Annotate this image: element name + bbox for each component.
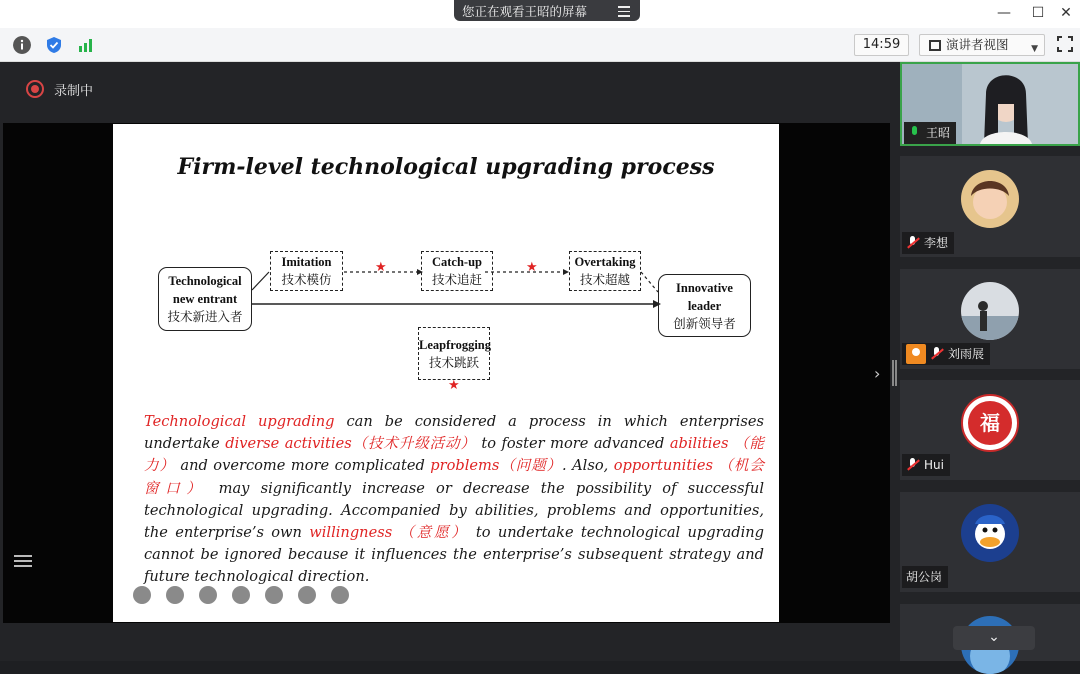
presentation-slide xyxy=(113,124,779,622)
highlight-term: problems（问题） xyxy=(430,457,563,475)
share-banner-text: 您正在观看王昭的屏幕 xyxy=(462,3,588,19)
node-label-zh: 技术跳跃 xyxy=(428,355,479,370)
title-bar xyxy=(0,0,1080,28)
meeting-toolbar xyxy=(0,28,1080,62)
microphone-muted-icon xyxy=(930,347,944,361)
participant-name-tag xyxy=(902,232,954,254)
node-leapfrogging xyxy=(418,327,490,380)
avatar xyxy=(961,282,1019,340)
participant-name-tag xyxy=(904,122,956,144)
node-label-en: leader xyxy=(687,298,722,313)
star-icon: ★ xyxy=(375,260,387,275)
more-icon[interactable] xyxy=(331,586,349,604)
chevron-down-icon: ⌄ xyxy=(988,629,1000,645)
paragraph-text: to undertake technological upgrading cannot be ignored because it influences the enterprise’s subsequent strategy and future technological direction. xyxy=(144,524,765,586)
node-label-en: Catch-up xyxy=(431,255,482,269)
node-imitation xyxy=(270,251,343,291)
participant-name-tag xyxy=(902,454,950,476)
participant-tile[interactable] xyxy=(900,269,1080,369)
participant-tile[interactable] xyxy=(900,156,1080,257)
node-overtaking xyxy=(569,251,641,291)
participant-name: 刘雨展 xyxy=(948,347,985,361)
slide-paragraph xyxy=(144,411,764,589)
screen-share-banner[interactable] xyxy=(454,0,640,21)
microphone-muted-icon xyxy=(906,236,920,250)
paragraph-text: can be considered a process in which enterprises undertake xyxy=(144,413,764,453)
slide-title: Firm-level technological upgrading process xyxy=(177,154,715,180)
node-label-en: Overtaking xyxy=(574,255,636,269)
node-label-en: new entrant xyxy=(172,292,238,306)
camera-icon[interactable] xyxy=(265,586,283,604)
fullscreen-icon[interactable] xyxy=(1057,36,1073,52)
participant-tile[interactable] xyxy=(900,492,1080,592)
view-mode-label: 演讲者视图 xyxy=(946,37,1009,52)
node-innovative-leader xyxy=(658,274,751,337)
node-label-zh: 技术模仿 xyxy=(281,273,332,287)
highlight-term: Technological upgrading xyxy=(144,413,335,430)
microphone-on-icon xyxy=(908,126,922,140)
meeting-clock: 14:59 xyxy=(854,34,909,56)
node-label-en: Leapfrogging xyxy=(419,337,491,352)
maximize-button[interactable]: ☐ xyxy=(1031,5,1045,21)
zoom-icon[interactable] xyxy=(232,586,250,604)
participant-tile-active-speaker[interactable] xyxy=(900,62,1080,146)
node-label-zh: 技术新进入者 xyxy=(167,310,243,324)
node-label-zh: 技术超越 xyxy=(579,273,630,287)
node-label-zh: 技术追赶 xyxy=(431,273,482,287)
node-label-en: Imitation xyxy=(281,255,332,269)
participant-name-tag xyxy=(902,343,990,365)
participant-name: 李想 xyxy=(924,236,949,250)
highlight-term: diverse activities（技术升级活动） xyxy=(225,435,476,453)
info-icon[interactable] xyxy=(13,36,31,54)
layout-icon xyxy=(929,40,941,51)
highlight-term: abilities （能力） xyxy=(144,435,765,475)
avatar xyxy=(961,504,1019,562)
recording-label: 录制中 xyxy=(54,84,94,99)
recording-icon xyxy=(26,80,44,98)
security-shield-icon[interactable] xyxy=(45,36,63,54)
minimize-button[interactable]: — xyxy=(997,5,1011,21)
menu-icon[interactable] xyxy=(616,3,632,17)
scroll-down-button[interactable] xyxy=(953,626,1035,650)
close-button[interactable]: ✕ xyxy=(1060,5,1072,21)
next-slide-icon[interactable] xyxy=(166,586,184,604)
node-catch-up xyxy=(421,251,493,291)
pen-icon[interactable] xyxy=(199,586,217,604)
paragraph-text: may significantly increase or decrease the possibility of successful technological upgrading. Accompanied by abilities, problems and opportunities, the enterprise’s own xyxy=(144,479,764,542)
participant-name-tag xyxy=(902,566,948,588)
list-menu-icon[interactable] xyxy=(14,552,32,568)
node-label-en: Innovative xyxy=(676,280,733,295)
panel-splitter[interactable] xyxy=(892,360,897,386)
participant-tile[interactable] xyxy=(900,380,1080,480)
participant-name: 胡公岗 xyxy=(906,570,943,584)
participant-name: 王昭 xyxy=(926,126,951,140)
signal-strength-icon[interactable] xyxy=(77,36,95,54)
avatar xyxy=(961,394,1019,452)
slide-controls xyxy=(133,586,349,604)
avatar-text: 福 xyxy=(968,401,1012,445)
previous-slide-icon[interactable] xyxy=(133,586,151,604)
paragraph-text: and overcome more complicated xyxy=(174,457,431,475)
paragraph-text: to foster more advanced xyxy=(475,435,670,453)
node-technological-new-entrant xyxy=(158,267,252,331)
node-label-zh: 创新领导者 xyxy=(673,316,736,331)
node-label-en: Technological xyxy=(168,274,242,288)
participant-name: Hui xyxy=(924,458,944,472)
avatar xyxy=(961,170,1019,228)
caret-down-icon: ▼ xyxy=(1031,44,1038,54)
highlight-term: willingness （意愿） xyxy=(309,524,469,542)
paragraph-text: . Also, xyxy=(562,457,614,475)
chevron-right-icon[interactable]: › xyxy=(874,364,881,383)
subtitle-icon[interactable] xyxy=(298,586,316,604)
microphone-muted-icon xyxy=(906,458,920,472)
host-icon xyxy=(906,344,926,364)
highlight-term: opportunities （机会窗口） xyxy=(144,457,764,497)
star-icon: ★ xyxy=(526,260,538,275)
star-icon: ★ xyxy=(448,378,460,393)
view-mode-dropdown[interactable] xyxy=(919,34,1045,56)
